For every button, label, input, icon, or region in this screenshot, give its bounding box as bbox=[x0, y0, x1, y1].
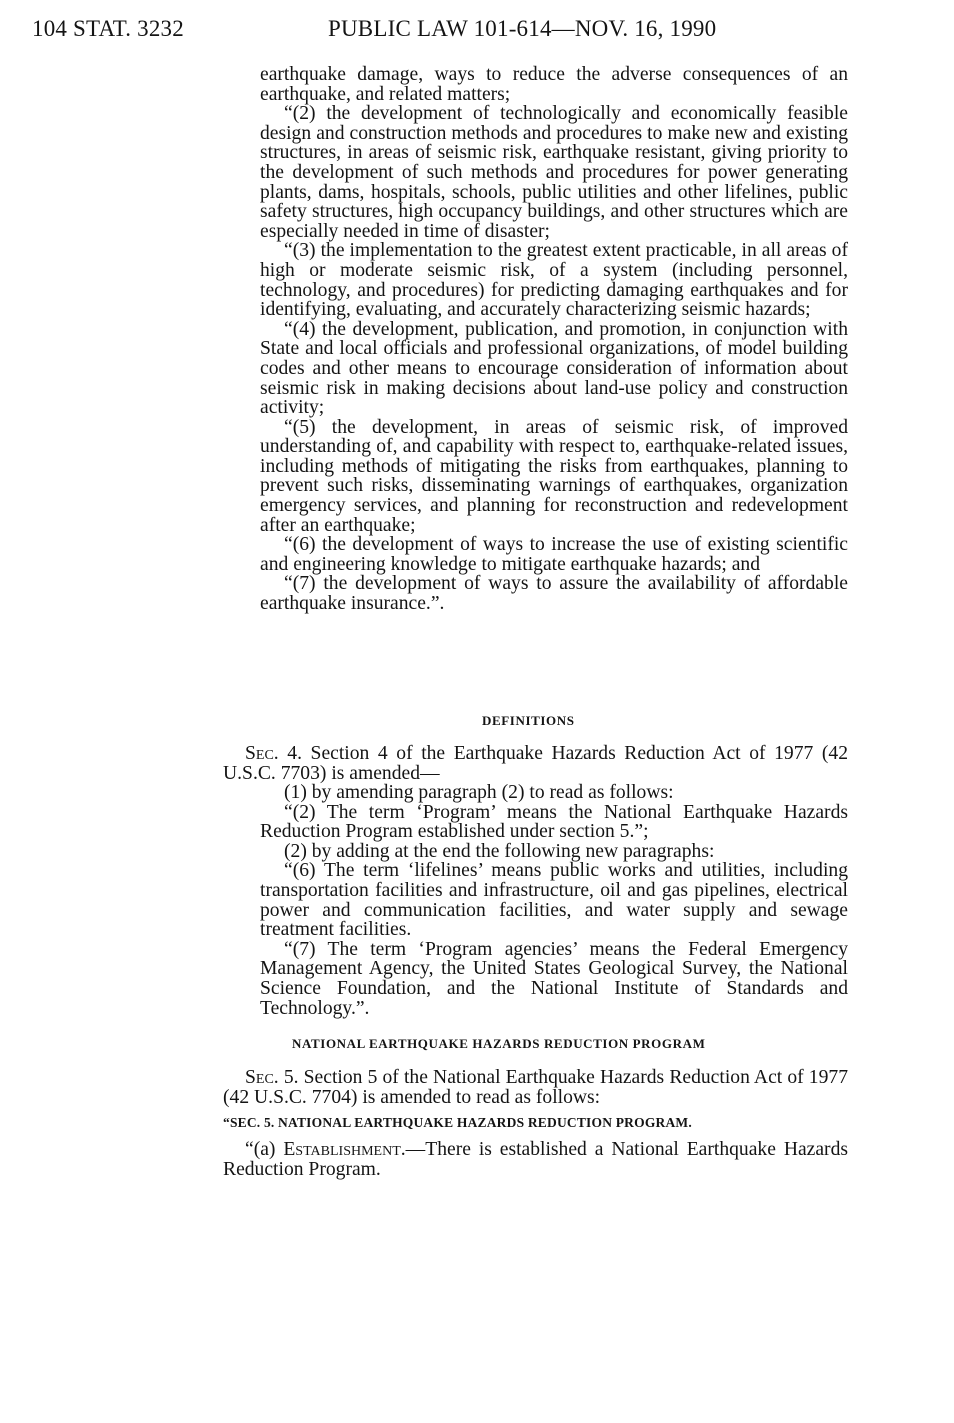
section-4-text bbox=[223, 744, 848, 783]
section-5-text bbox=[223, 1068, 848, 1107]
section-title: “SEC. 5. NATIONAL EARTHQUAKE HAZARDS REDUCTION PROGRAM. bbox=[223, 1115, 692, 1130]
continued-list bbox=[260, 65, 848, 614]
definition-7: “(7) The term ‘Program agencies’ means the Federal Emergency Management Agency, the United States Geological Survey, the National Science Foundation, and the National Institute of Standards and Technology.”. bbox=[260, 938, 848, 1019]
sec-label: Sec. bbox=[245, 1067, 279, 1088]
list-item-7: “(7) the development of ways to assure the availability of affordable earthquake insurance.”. bbox=[260, 573, 848, 615]
list-item-5: “(5) the development, in areas of seismic risk, of improved understanding of, and capability with respect to, earthquake-related issues, including methods of mitigating the risks from earthquakes, planning to prevent such risks, disseminating warnings of earthquakes, organization emergency services, and planning for reconstruction and redevelopment after an earthquake; bbox=[260, 416, 848, 536]
list-item-6: “(6) the development of ways to increase the use of existing scientific and engineering knowledge to mitigate earthquake hazards; and bbox=[260, 534, 848, 575]
page-running-title: PUBLIC LAW 101-614—NOV. 16, 1990 bbox=[328, 16, 717, 41]
establishment-open: “(a) bbox=[245, 1139, 284, 1160]
establishment-paragraph bbox=[223, 1140, 848, 1179]
establishment-body: .—There is established a National Earthquake Hazards Reduction Program. bbox=[223, 1139, 849, 1180]
sec-label: Sec. bbox=[245, 743, 279, 764]
list-item-4: “(4) the development, publication, and promotion, in conjunction with State and local officials and professional organizations, of model building codes and other means to encourage consideration of information about seismic risk in making decisions about land-use policy and construction activity; bbox=[260, 318, 848, 419]
continued-text: earthquake damage, ways to reduce the adverse consequences of an earthquake, and related matters; bbox=[260, 64, 848, 105]
definitions-heading: DEFINITIONS bbox=[482, 713, 575, 728]
section-5-body: 5. Section 5 of the National Earthquake Hazards Reduction Act of 1977 (42 U.S.C. 7704) is amended to read as follows: bbox=[223, 1067, 848, 1108]
section-5-intro bbox=[223, 1068, 848, 1107]
establishment-text bbox=[223, 1140, 848, 1179]
section-4-body: 4. Section 4 of the Earthquake Hazards Reduction Act of 1977 (42 U.S.C. 7703) is amended— bbox=[223, 743, 848, 784]
definition-6: “(6) The term ‘lifelines’ means public works and utilities, including transportation facilities and infrastructure, oil and gas pipelines, electrical power and communication facilities, and water supply and sewage treatment facilities. bbox=[260, 860, 848, 941]
amendment-1: (1) by amending paragraph (2) to read as follows: bbox=[284, 782, 674, 803]
definition-2: “(2) The term ‘Program’ means the National Earthquake Hazards Reduction Program established under section 5.”; bbox=[260, 801, 848, 843]
list-item-3: “(3) the implementation to the greatest extent practicable, in all areas of high or moderate seismic risk, of a system (including personnel, technology, and procedures) for predicting damaging earthquakes and for identifying, evaluating, and accurately characterizing seismic hazards; bbox=[260, 240, 848, 321]
amendment-2: (2) by adding at the end the following new paragraphs: bbox=[284, 840, 715, 862]
program-heading: NATIONAL EARTHQUAKE HAZARDS REDUCTION PROGRAM bbox=[292, 1036, 706, 1051]
page-reference: 104 STAT. 3232 bbox=[32, 16, 184, 41]
section-4-intro bbox=[223, 744, 848, 783]
establishment-label: Establishment bbox=[283, 1139, 401, 1160]
list-item-2: “(2) the development of technologically and economically feasible design and construction methods and procedures to make new and existing structures, in areas of seismic risk, earthquake resistant, giving priority to the development of such methods and procedures for power generating plants, dams, hospitals, schools, public utilities and other lifelines, public safety structures, high occupancy buildings, and other structures which are especially needed in time of disaster; bbox=[260, 103, 848, 242]
definitions-list bbox=[260, 783, 848, 1018]
